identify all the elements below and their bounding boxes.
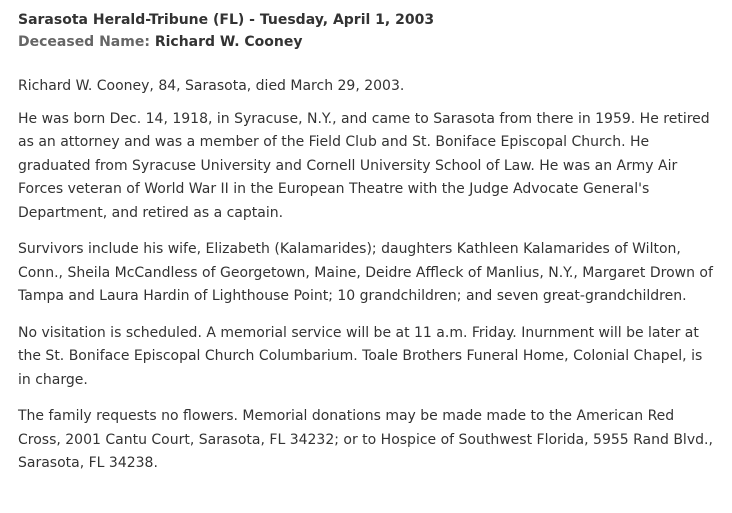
paragraph-biography: He was born Dec. 14, 1918, in Syracuse, N.Y., and came to Sarasota from there in 1959. He retired as an attorney and was a member of the Field Club and St. Boniface Episcopal Church. He graduated from Syracuse University and Cornell University School of Law. He was an Army Air Forces veteran of World War II in the European Theatre with the Judge Advocate General's Department, and retired as a captain. xyxy=(18,110,710,221)
paragraph-survivors: Survivors include his wife, Elizabeth (Kalamarides); daughters Kathleen Kalamarides of Wilton, Conn., Sheila McCandless of Georgetown, Maine, Deidre Affleck of Manlius, N.Y., Margaret Drown of Tampa and Laura Hardin of Lighthouse Point; 10 grandchildren; and seven great-grandchildren. xyxy=(18,241,713,304)
obituary-article xyxy=(18,75,718,476)
deceased-name-label: Deceased Name: xyxy=(18,34,150,50)
deceased-name-line xyxy=(18,31,718,53)
paragraph-donations: The family requests no flowers. Memorial donations may be made made to the American Red Cross, 2001 Cantu Court, Sarasota, FL 34232; or to Hospice of Southwest Florida, 5955 Rand Blvd., Sarasota, FL 34238. xyxy=(18,408,713,471)
paragraph-death-notice: Richard W. Cooney, 84, Sarasota, died March 29, 2003. xyxy=(18,78,405,94)
deceased-name-value: Richard W. Cooney xyxy=(154,34,303,50)
publication-header: Sarasota Herald-Tribune (FL) - Tuesday, April 1, 2003 xyxy=(18,12,435,28)
paragraph-services: No visitation is scheduled. A memorial service will be at 11 a.m. Friday. Inurnment will be later at the St. Boniface Episcopal Church Columbarium. Toale Brothers Funeral Home, Colonial Chapel, is in charge. xyxy=(18,324,703,388)
